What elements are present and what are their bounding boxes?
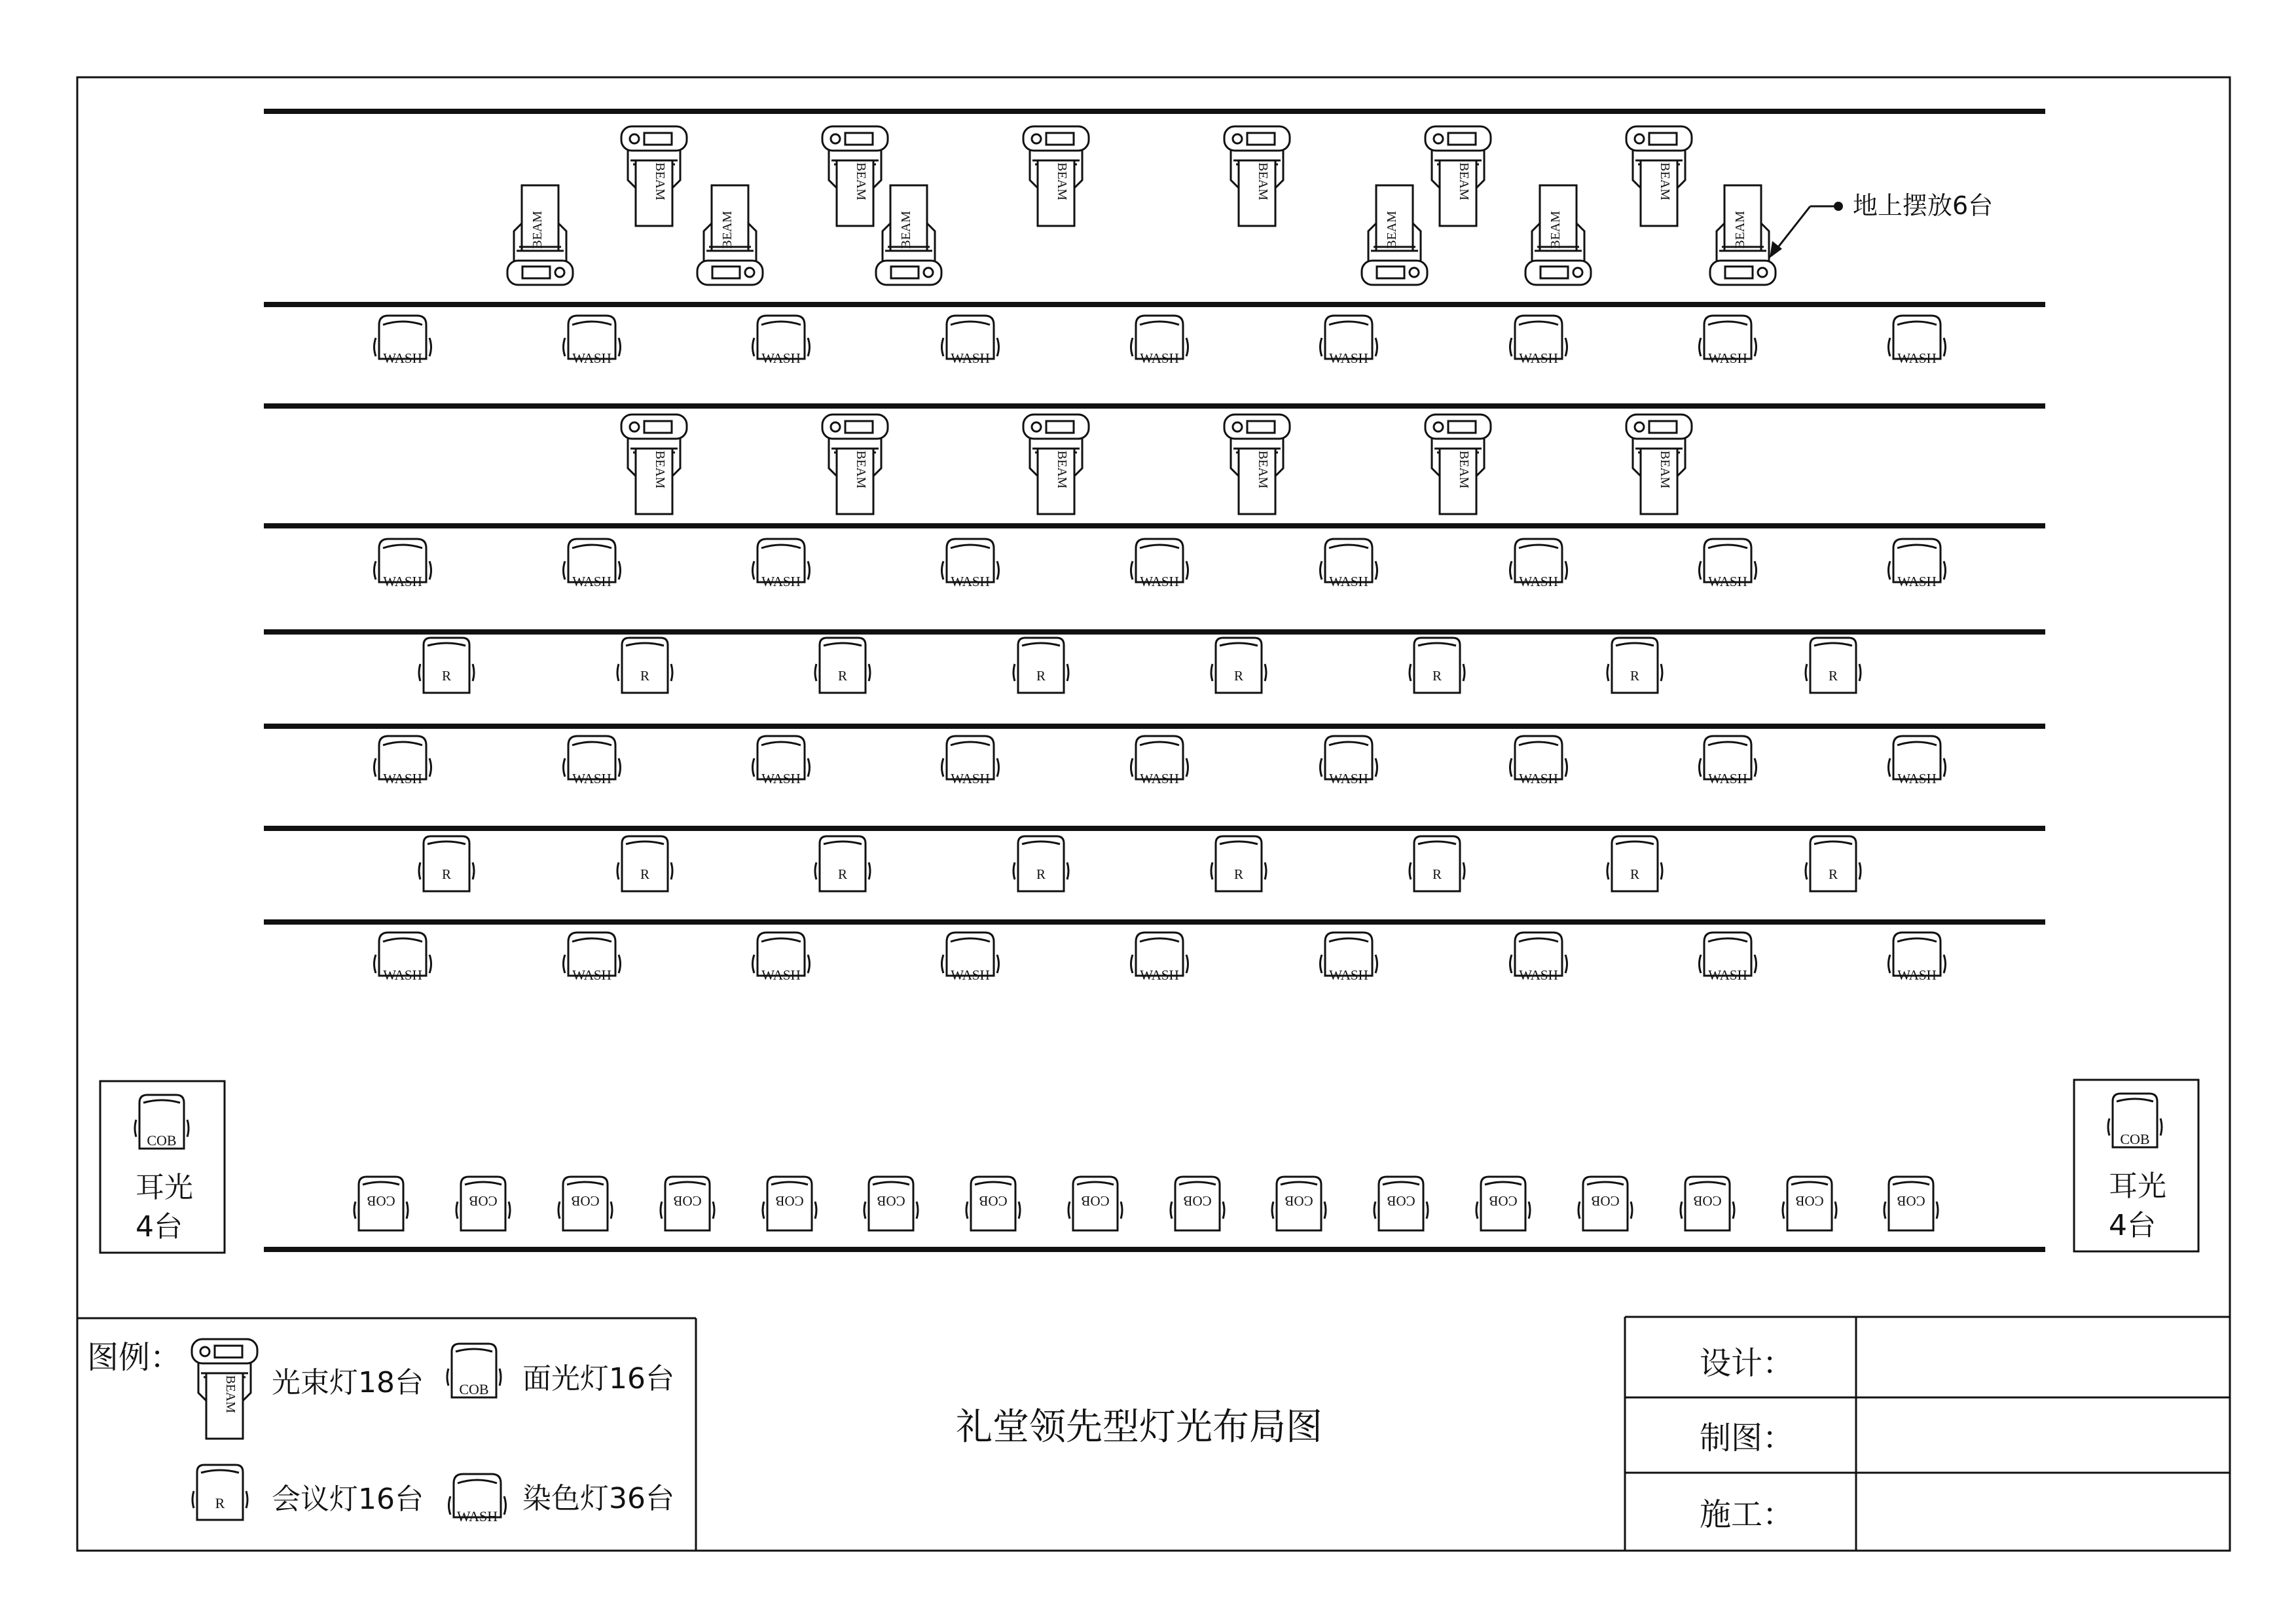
wash-fixture <box>1889 316 1946 366</box>
beam-fixture <box>1023 126 1089 226</box>
r-fixture <box>1607 836 1662 891</box>
r-fixture-label: R <box>1233 866 1244 882</box>
beam-fixture <box>1023 415 1089 514</box>
cob-fixture-label: COB <box>673 1193 702 1209</box>
wash-fixture <box>1131 316 1188 366</box>
wash-fixture-label: WASH <box>1140 350 1179 366</box>
beam-fixture <box>621 415 687 514</box>
cob-fixture-label: COB <box>367 1193 395 1209</box>
cob-fixture-label: COB <box>1897 1193 1925 1209</box>
r-fixture-label: R <box>1828 866 1838 882</box>
wash-fixture <box>1131 539 1188 589</box>
floor-beam-annotation <box>1770 191 1993 258</box>
r-fixture <box>815 836 870 891</box>
beam-fixture <box>1626 126 1692 226</box>
wash-fixture <box>374 736 431 786</box>
beam-fixture <box>1224 415 1290 514</box>
wash-fixture-label: WASH <box>572 574 611 589</box>
wash-fixture <box>564 316 621 366</box>
cob-label: COB <box>147 1132 177 1149</box>
beam-fixture-floor-label: BEAM <box>899 211 913 249</box>
cob-fixture <box>1068 1177 1122 1230</box>
wash-fixture <box>753 932 810 983</box>
sign-row-construction: 施工： <box>1700 1496 1795 1533</box>
wash-fixture <box>1510 539 1567 589</box>
beam-fixture-floor <box>876 185 941 285</box>
wash-fixture <box>1321 932 1377 983</box>
sign-block <box>1700 1345 1794 1533</box>
beam-fixture-floor <box>1362 185 1427 285</box>
wash-fixture <box>1510 736 1567 786</box>
fixtures <box>354 126 1946 1230</box>
beam-fixture-floor-label: BEAM <box>1733 211 1747 249</box>
beam-fixture-label: BEAM <box>1256 451 1270 489</box>
cob-fixture-label: COB <box>1693 1193 1722 1209</box>
wash-fixture <box>374 932 431 983</box>
ear-light-label-1: 耳光 <box>2109 1170 2166 1203</box>
r-fixture-label: R <box>640 866 650 882</box>
wash-fixture-label: WASH <box>383 350 422 366</box>
cob-fixture <box>966 1177 1020 1230</box>
wash-fixture-label: WASH <box>951 574 990 589</box>
beam-fixture-label: BEAM <box>854 162 868 200</box>
cob-fixture <box>1374 1177 1428 1230</box>
cob-label: COB <box>459 1381 489 1397</box>
r-fixture-label: R <box>837 866 848 882</box>
beam-fixture-floor-label: BEAM <box>1385 211 1399 249</box>
r-fixture-label: R <box>1233 668 1244 684</box>
beam-fixture <box>1425 126 1491 226</box>
beam-fixture <box>1626 415 1692 514</box>
wash-fixture-label: WASH <box>383 574 422 589</box>
r-fixture-label: R <box>441 668 452 684</box>
beam-fixture-label: BEAM <box>1256 162 1270 200</box>
beam-fixture <box>621 126 687 226</box>
wash-fixture-label: WASH <box>1708 350 1747 366</box>
cob-fixture-label: COB <box>1387 1193 1415 1209</box>
ear-light-count: 4台 <box>136 1210 183 1244</box>
r-fixture <box>419 638 474 693</box>
wash-fixture <box>1321 539 1377 589</box>
cob-fixture <box>1272 1177 1326 1230</box>
cob-fixture-label: COB <box>775 1193 804 1209</box>
beam-fixture-label: BEAM <box>1658 451 1672 489</box>
wash-fixture-label: WASH <box>1519 771 1558 786</box>
cob-fixture-label: COB <box>1489 1193 1518 1209</box>
ear-light-left <box>100 1081 225 1253</box>
wash-fixture <box>1889 736 1946 786</box>
wash-fixture <box>564 736 621 786</box>
wash-fixture-label: WASH <box>1329 574 1368 589</box>
drawing-frame <box>77 77 2230 1551</box>
beam-fixture <box>1224 126 1290 226</box>
wash-fixture <box>1510 932 1567 983</box>
beam-fixture-label: BEAM <box>653 162 667 200</box>
cob-fixture <box>864 1177 918 1230</box>
legend-item-cob: 面光灯16台 <box>522 1362 674 1395</box>
wash-fixture-label: WASH <box>1897 350 1937 366</box>
cob-fixture-label: COB <box>979 1193 1008 1209</box>
beam-fixture-label: BEAM <box>1658 162 1672 200</box>
cob-fixture-label: COB <box>1591 1193 1620 1209</box>
wash-fixture-label: WASH <box>1708 771 1747 786</box>
r-fixture-label: R <box>1036 866 1046 882</box>
r-fixture <box>617 836 672 891</box>
wash-fixture <box>1321 736 1377 786</box>
wash-fixture <box>942 736 999 786</box>
wash-fixture <box>753 736 810 786</box>
beam-fixture <box>1425 415 1491 514</box>
r-fixture <box>1410 638 1465 693</box>
r-fixture-label: R <box>1432 668 1442 684</box>
beam-fixture-floor-label: BEAM <box>720 211 735 249</box>
cob-fixture-label: COB <box>469 1193 498 1209</box>
r-fixture <box>1013 638 1068 693</box>
r-fixture <box>1013 836 1068 891</box>
wash-fixture-label: WASH <box>1329 771 1368 786</box>
r-fixture <box>1806 638 1861 693</box>
r-fixture <box>1410 836 1465 891</box>
wash-fixture-label: WASH <box>572 350 611 366</box>
wash-fixture-label: WASH <box>951 771 990 786</box>
wash-fixture <box>374 539 431 589</box>
wash-fixture <box>1889 932 1946 983</box>
cob-label: COB <box>2120 1131 2150 1147</box>
beam-fixture-floor <box>1525 185 1591 285</box>
wash-fixture <box>564 539 621 589</box>
wash-fixture-label: WASH <box>1140 771 1179 786</box>
wash-fixture <box>1131 932 1188 983</box>
cob-fixture <box>763 1177 816 1230</box>
cob-fixture <box>1578 1177 1632 1230</box>
floor-beam-note: 地上摆放6台 <box>1853 191 1994 220</box>
wash-fixture-label: WASH <box>1897 771 1937 786</box>
wash-fixture-label: WASH <box>1329 350 1368 366</box>
cob-fixture-label: COB <box>1081 1193 1110 1209</box>
beam-fixture-label: BEAM <box>1055 162 1069 200</box>
cob-fixture <box>661 1177 714 1230</box>
wash-fixture-label: WASH <box>1329 967 1368 983</box>
wash-fixture <box>374 316 431 366</box>
wash-fixture <box>1700 736 1757 786</box>
wash-fixture-label: WASH <box>383 771 422 786</box>
beam-fixture-label: BEAM <box>1055 451 1069 489</box>
cob-fixture <box>354 1177 408 1230</box>
beam-fixture-floor <box>507 185 573 285</box>
r-fixture <box>1211 836 1266 891</box>
legend <box>87 1339 674 1524</box>
wash-fixture-label: WASH <box>761 574 801 589</box>
r-fixture-label: R <box>441 866 452 882</box>
cob-fixture <box>1681 1177 1734 1230</box>
wash-fixture <box>1700 316 1757 366</box>
wash-fixture-label: WASH <box>761 771 801 786</box>
wash-fixture-label: WASH <box>1897 967 1937 983</box>
r-fixture-label: R <box>640 668 650 684</box>
wash-fixture-label: WASH <box>951 350 990 366</box>
wash-fixture <box>753 316 810 366</box>
wash-fixture-label: WASH <box>1140 967 1179 983</box>
wash-fixture-label: WASH <box>1708 574 1747 589</box>
wash-label: WASH <box>456 1508 498 1524</box>
r-fixture-label: R <box>1432 866 1442 882</box>
beam-fixture <box>822 415 888 514</box>
r-fixture <box>1607 638 1662 693</box>
cob-fixture-label: COB <box>1285 1193 1313 1209</box>
cob-fixture <box>1783 1177 1836 1230</box>
cob-fixture-label: COB <box>877 1193 905 1209</box>
wash-fixture <box>1700 539 1757 589</box>
sign-row-drawing: 制图： <box>1700 1420 1795 1456</box>
wash-fixture <box>1889 539 1946 589</box>
wash-fixture-label: WASH <box>951 967 990 983</box>
ear-light-count: 4台 <box>2109 1209 2156 1242</box>
legend-item-beam: 光束灯18台 <box>272 1366 424 1399</box>
wash-fixture <box>942 539 999 589</box>
beam-fixture-floor-label: BEAM <box>1548 211 1563 249</box>
cob-fixture-label: COB <box>571 1193 600 1209</box>
wash-fixture <box>942 932 999 983</box>
cob-fixture <box>456 1177 510 1230</box>
beam-fixture-label: BEAM <box>854 451 868 489</box>
r-fixture-label: R <box>1828 668 1838 684</box>
r-fixture <box>1806 836 1861 891</box>
wash-fixture-label: WASH <box>1519 350 1558 366</box>
cob-fixture <box>558 1177 612 1230</box>
wash-fixture <box>942 316 999 366</box>
wash-fixture <box>564 932 621 983</box>
cob-fixture-label: COB <box>1795 1193 1824 1209</box>
ear-light-right <box>2074 1080 2198 1251</box>
r-fixture-label: R <box>1036 668 1046 684</box>
wash-fixture-label: WASH <box>1708 967 1747 983</box>
r-fixture <box>617 638 672 693</box>
r-label: R <box>215 1495 225 1511</box>
wash-fixture <box>1700 932 1757 983</box>
wash-fixture-label: WASH <box>1140 574 1179 589</box>
r-fixture-label: R <box>1630 866 1640 882</box>
wash-fixture-label: WASH <box>1519 574 1558 589</box>
legend-heading: 图例： <box>87 1339 182 1376</box>
r-fixture <box>1211 638 1266 693</box>
sign-row-design: 设计： <box>1700 1345 1795 1382</box>
wash-fixture-label: WASH <box>1519 967 1558 983</box>
legend-item-wash: 染色灯36台 <box>522 1482 674 1515</box>
beam-fixture <box>822 126 888 226</box>
cob-fixture-label: COB <box>1183 1193 1212 1209</box>
cob-fixture <box>1476 1177 1530 1230</box>
beam-fixture-label: BEAM <box>1457 451 1471 489</box>
beam-fixture-floor-label: BEAM <box>530 211 545 249</box>
r-fixture-label: R <box>837 668 848 684</box>
ear-light-label-1: 耳光 <box>136 1171 193 1204</box>
wash-fixture-label: WASH <box>1897 574 1937 589</box>
wash-fixture-label: WASH <box>383 967 422 983</box>
wash-fixture <box>753 539 810 589</box>
r-fixture-label: R <box>1630 668 1640 684</box>
wash-fixture <box>1510 316 1567 366</box>
wash-fixture <box>1321 316 1377 366</box>
wash-fixture <box>1131 736 1188 786</box>
wash-fixture-label: WASH <box>572 771 611 786</box>
beam-fixture-floor <box>1710 185 1776 285</box>
legend-item-r: 会议灯16台 <box>272 1483 424 1516</box>
wash-fixture-label: WASH <box>761 350 801 366</box>
r-fixture <box>815 638 870 693</box>
wash-fixture-label: WASH <box>761 967 801 983</box>
beam-fixture-label: BEAM <box>1457 162 1471 200</box>
cob-fixture <box>1884 1177 1938 1230</box>
beam-fixture-label: BEAM <box>653 451 667 489</box>
beam-label: BEAM <box>223 1375 238 1413</box>
cob-fixture <box>1171 1177 1224 1230</box>
beam-fixture-floor <box>697 185 763 285</box>
drawing-title: 礼堂领先型灯光布局图 <box>956 1406 1322 1449</box>
wash-fixture-label: WASH <box>572 967 611 983</box>
r-fixture <box>419 836 474 891</box>
